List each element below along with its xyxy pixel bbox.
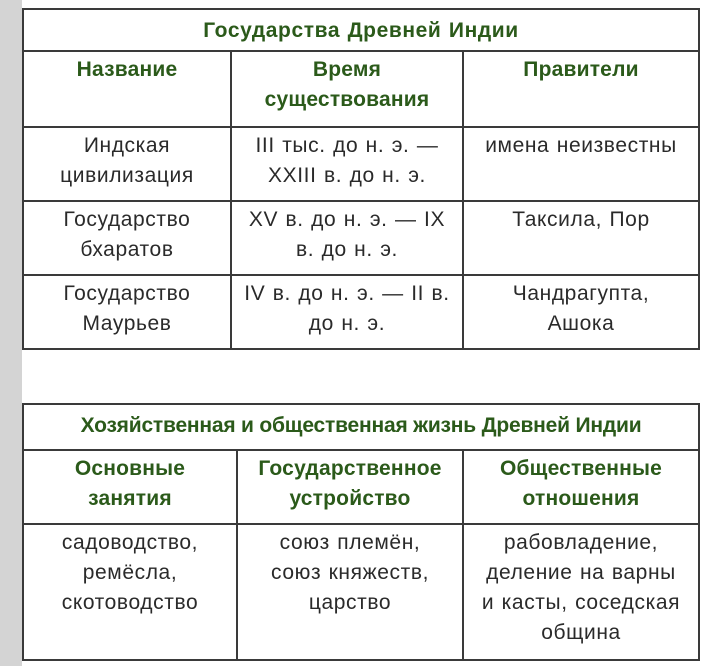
table-row: [23, 127, 699, 201]
column-header-occupations: Основные занятия: [23, 450, 237, 524]
cell-occupations: садоводство, ремёсла, скотоводство: [23, 524, 237, 660]
column-header-name: Название: [23, 51, 231, 127]
cell-social-relations: рабовладение, деление на варны и касты, соседская община: [463, 524, 699, 660]
column-header-rulers: Правители: [463, 51, 699, 127]
cell-rulers: Чандрагупта, Ашока: [463, 275, 699, 349]
cell-state-name: Государство бхаратов: [23, 201, 231, 275]
column-header-social-relations: Общественные отношения: [463, 450, 699, 524]
cell-period: IV в. до н. э. — II в. до н. э.: [231, 275, 463, 349]
cell-period: III тыс. до н. э. — XXIII в. до н. э.: [231, 127, 463, 201]
left-gutter: [0, 0, 22, 666]
states-table: [22, 8, 700, 350]
cell-rulers: имена неизвестны: [463, 127, 699, 201]
states-table-title: Государства Древней Индии: [23, 9, 699, 51]
states-table-panel: [22, 8, 698, 350]
cell-rulers: Таксила, Пор: [463, 201, 699, 275]
cell-government: союз племён, союз княжеств, царство: [237, 524, 463, 660]
cell-state-name: Государство Маурьев: [23, 275, 231, 349]
economy-table: [22, 403, 700, 661]
column-header-government: Государственное устройство: [237, 450, 463, 524]
cell-state-name: Индская цивилизация: [23, 127, 231, 201]
cell-period: XV в. до н. э. — IX в. до н. э.: [231, 201, 463, 275]
table-row: [23, 201, 699, 275]
economy-table-panel: [22, 403, 698, 661]
column-header-period: Время существования: [231, 51, 463, 127]
table-row: [23, 275, 699, 349]
economy-table-title: Хозяйственная и общественная жизнь Древней Индии: [23, 404, 699, 450]
table-row: [23, 524, 699, 660]
